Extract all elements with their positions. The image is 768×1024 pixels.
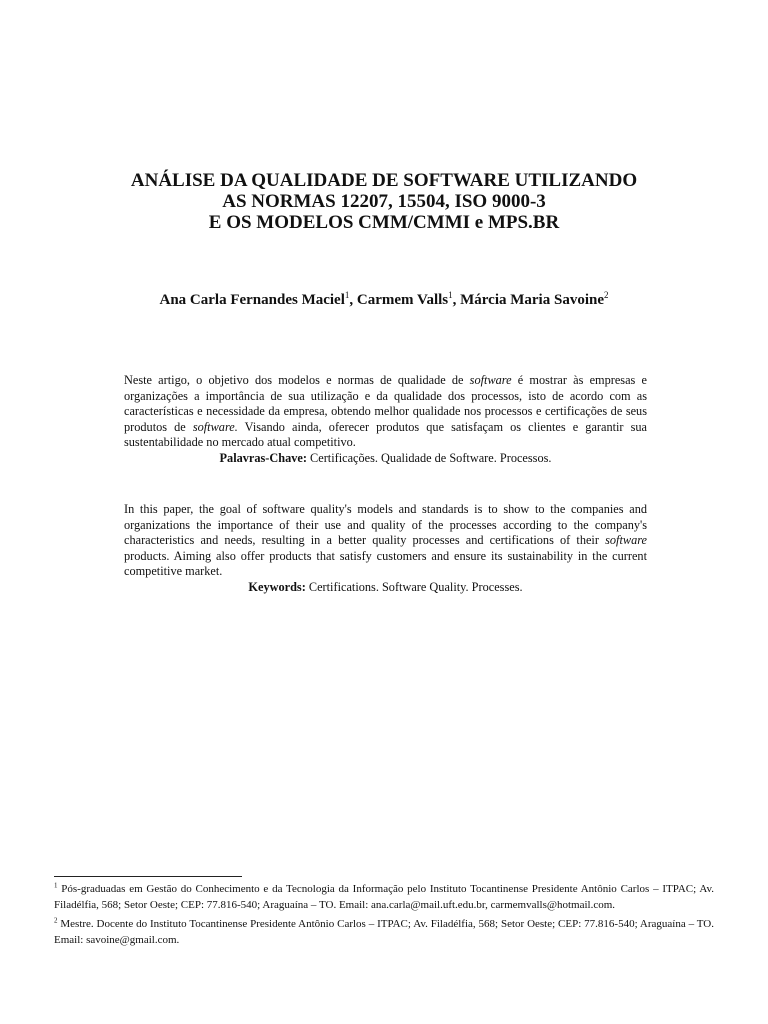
abstract-en-text: products. Aiming also offer products that satisfy customers and ensure its sustainability in the current competitive market. (124, 548, 647, 579)
author-name: Márcia Maria Savoine (460, 292, 604, 308)
footnotes (54, 882, 714, 952)
abstract-en-text: In this paper, the goal of software quality's models and standards is to show to the companies and organizations the importance of their use and quality of the processes according to the company's characteristics and needs, resulting in a better quality processes and certifications of their (124, 502, 647, 548)
footnote-text: Pós-graduadas em Gestão do Conhecimento e da Tecnologia da Informação pelo Instituto Tocantinense Presidente Antônio Carlos – ITPAC; Av. Filadélfia, 568; Setor Oeste; CEP: 77.816-540; Araguaína – TO. Email: ana.carla@mail.uft.edu.br, carmemvalls@hotmail.com. (54, 883, 714, 911)
paper-title (0, 170, 768, 233)
footnote-mark: 1 (448, 290, 453, 300)
keywords-en-list: Certifications. Software Quality. Processes. (305, 579, 523, 594)
keywords-en-label: Keywords: (248, 579, 306, 594)
keywords-en (124, 580, 647, 596)
keywords-pt-label: Palavras-Chave: (219, 450, 307, 465)
footnote-mark: 1 (54, 881, 58, 890)
abstract-en-italic: software (605, 533, 647, 548)
footnote-text: Mestre. Docente do Instituto Tocantinense Presidente Antônio Carlos – ITPAC; Av. Filadélfia, 568; Setor Oeste; CEP: 77.816-540; Araguaína – TO. Email: savoine@gmail.com. (54, 918, 714, 946)
footnote-mark: 2 (604, 290, 609, 300)
author-name: Carmem Valls (356, 292, 449, 308)
keywords-pt-list: Certificações. Qualidade de Software. Processos. (306, 450, 552, 465)
abstract-pt-text: Visando ainda, oferecer produtos que satisfaçam os clientes e garantir sua sustentabilidade no mercado atual competitivo. (124, 419, 648, 450)
abstract-english (124, 502, 647, 596)
title-line-2: AS NORMAS 12207, 15504, ISO 9000-3 (222, 191, 546, 212)
abstract-portuguese (124, 373, 647, 467)
abstract-pt-text: é mostrar às empresas e organizações a importância de sua utilização e da qualidade dos processos, isto de acordo com as características e necessidade da empresa, obtendo melhor qualidade nos processos e certificações de seus produtos de (124, 373, 647, 434)
abstract-pt-italic: software (469, 373, 512, 387)
abstract-en-body (124, 502, 647, 580)
abstract-pt-italic: software. (192, 419, 238, 434)
author-separator: , (452, 292, 461, 308)
author-list (0, 292, 768, 309)
footnote-2 (54, 917, 714, 948)
title-line-3: E OS MODELOS CMM/CMMI e MPS.BR (208, 212, 560, 233)
abstract-pt-text: Neste artigo, o objetivo dos modelos e normas de qualidade de (124, 373, 470, 387)
keywords-pt (124, 451, 647, 467)
title-line-1: ANÁLISE DA QUALIDADE DE SOFTWARE UTILIZANDO (130, 170, 638, 191)
footnote-mark: 1 (344, 290, 350, 300)
footnote-mark: 2 (54, 916, 58, 925)
author-separator: , (349, 292, 357, 308)
footnote-divider (54, 876, 242, 877)
footnote-1 (54, 882, 714, 913)
author-name: Ana Carla Fernandes Maciel (159, 292, 345, 308)
abstract-pt-body (124, 373, 647, 451)
